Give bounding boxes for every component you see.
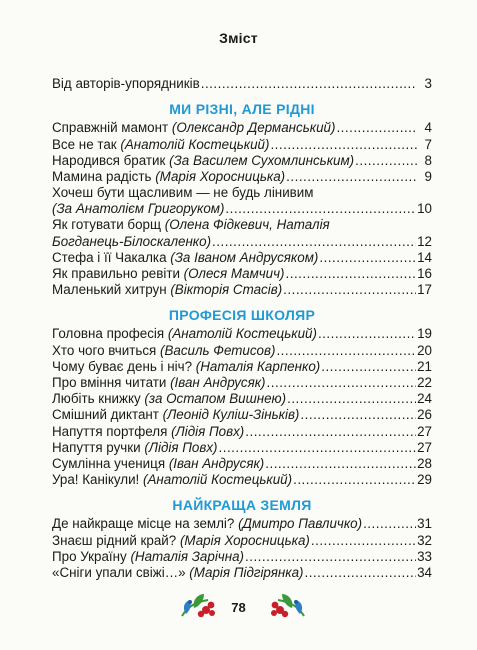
toc-entry — [52, 472, 432, 488]
entry-author: (За Іваном Андрусяком) — [170, 249, 319, 265]
entry-author: (Іван Андрусяк) — [170, 375, 266, 390]
section-heading: МИ РІЗНІ, АЛЕ РІДНІ — [169, 101, 315, 118]
entry-page: 34 — [417, 564, 432, 580]
dot-leader — [286, 266, 417, 282]
entry-page: 24 — [417, 391, 432, 407]
entry-author: (Лідія Повх) — [171, 423, 245, 439]
dot-leader — [265, 456, 416, 472]
toc-entry — [52, 120, 432, 136]
toc-entry — [52, 326, 432, 342]
dot-leader — [318, 326, 416, 342]
dot-leader — [225, 201, 416, 217]
entry-author: (Анатолій Костецький) — [143, 472, 293, 488]
toc-entry-line1: Хочеш бути щасливим — не будь лінивим — [52, 184, 314, 200]
entry-page: 19 — [417, 326, 432, 342]
toc-entry-intro — [52, 76, 432, 92]
toc-entry — [52, 440, 432, 456]
entry-title: Хто чого вчиться — [52, 342, 161, 358]
toc-entry — [52, 282, 432, 298]
toc-entry — [52, 532, 432, 548]
entry-title: Про вміння читати — [52, 375, 171, 390]
toc-entry — [52, 136, 432, 152]
entry-title: Смішний диктант — [52, 407, 163, 423]
entry-author: (Дмитро Павличко) — [238, 516, 363, 532]
entry-title: Про Україну — [52, 548, 131, 564]
entry-author: (Вікторія Стасів) — [170, 282, 283, 298]
entry-page: 27 — [417, 439, 432, 455]
toc-entry — [52, 516, 432, 532]
entry-author: (Леонід Куліш-Зіньків) — [162, 407, 300, 423]
entry-page: 26 — [417, 407, 432, 423]
page-title: Зміст — [219, 30, 258, 46]
entry-title: Мамина радість — [52, 168, 156, 184]
entry-page: 29 — [417, 472, 432, 488]
entry-author: (Марія Хоросницька) — [179, 532, 310, 548]
entry-author: (Наталія Карпенко) — [195, 358, 321, 374]
entry-title: Де найкраще місце на землі? — [52, 516, 239, 532]
entry-title: Чому буває день і ніч? — [52, 358, 196, 374]
entry-title: Знаєш рідний край? — [52, 532, 180, 548]
toc-entry — [52, 565, 432, 581]
dot-leader — [276, 343, 416, 359]
toc-entry — [52, 549, 432, 565]
entry-author: (Олена Фідкевич, Наталія — [164, 217, 330, 233]
entry-page: 28 — [417, 455, 432, 471]
entry-title: Сумлінна учениця — [52, 455, 169, 471]
toc-entry — [52, 342, 432, 358]
entry-author: (Василь Фетисов) — [160, 342, 276, 358]
entry-author: (Олеся Мамчич) — [183, 266, 285, 282]
dot-leader — [355, 153, 417, 169]
dot-leader — [300, 407, 416, 423]
entry-page: 4 — [424, 120, 432, 136]
entry-title: Хочеш бути щасливим — не будь ліниви — [52, 184, 305, 200]
dot-leader — [293, 472, 416, 488]
dot-leader — [267, 375, 417, 391]
entry-page: 21 — [417, 358, 432, 374]
entry-page: 8 — [424, 152, 432, 168]
dot-leader — [304, 565, 416, 581]
dot-leader — [201, 76, 417, 92]
dot-leader — [286, 169, 417, 185]
entry-title: Від авторів-упорядників — [52, 76, 200, 92]
entry-author: (Олександр Дерманський) — [171, 120, 336, 136]
section-heading: ПРОФЕСІЯ ШКОЛЯР — [168, 307, 316, 324]
entry-title: Стефа і її Чакалка — [52, 249, 171, 265]
entry-title: Напуття портфеля — [52, 423, 172, 439]
entry-author: (Марія Підгірянка) — [189, 564, 304, 580]
entry-title: Ура! Канікули! — [52, 472, 144, 488]
dot-leader — [212, 234, 416, 250]
toc-entry — [52, 359, 432, 375]
toc-entry — [52, 391, 432, 407]
entry-page: 9 — [424, 168, 432, 184]
entry-title: Любіть книжку — [52, 391, 145, 407]
entry-page: 33 — [417, 548, 432, 564]
dot-leader — [283, 282, 416, 298]
entry-author: (за Остапом Вишнею) — [144, 391, 287, 407]
page-number: 78 — [231, 600, 246, 615]
dot-leader — [270, 137, 417, 153]
toc-entry — [52, 456, 432, 472]
entry-title: Як готувати борщ — [52, 217, 165, 233]
toc-entry-line2 — [52, 234, 432, 250]
dot-leader — [336, 120, 417, 136]
dot-leader — [319, 250, 416, 266]
page-footer — [0, 588, 477, 628]
entry-page: 27 — [417, 423, 432, 439]
entry-title: Справжній мамонт — [52, 120, 172, 136]
toc-entry-line1 — [52, 217, 432, 233]
floral-ornament-right-icon — [268, 588, 308, 622]
entry-title: Як правильно ревіти — [52, 266, 184, 282]
toc-entry — [52, 169, 432, 185]
dot-leader — [245, 549, 416, 565]
entry-author: (Іван Андрусяк) — [168, 455, 265, 471]
entry-title: Головна професія — [52, 326, 168, 342]
toc-entry-line2 — [52, 201, 432, 217]
entry-author: (Анатолій Костецький) — [120, 136, 270, 152]
entry-title: Все не так — [52, 136, 121, 152]
entry-page: 17 — [417, 282, 432, 298]
toc-entry — [52, 250, 432, 266]
entry-page: 12 — [417, 233, 432, 249]
entry-title: «Сніги упали свіжі…» — [52, 564, 190, 580]
toc-entry — [52, 375, 432, 391]
entry-page: 20 — [417, 342, 432, 358]
entry-author: (Лідія Повх) — [144, 439, 218, 455]
entry-author: Богданець-Білоскаленко) — [52, 233, 212, 249]
entry-page: 10 — [417, 201, 432, 217]
toc-entry — [52, 407, 432, 423]
entry-page: 31 — [417, 516, 432, 532]
dot-leader — [363, 516, 416, 532]
dot-leader — [321, 359, 416, 375]
entry-page: 14 — [417, 249, 432, 265]
entry-page: 3 — [424, 76, 432, 92]
entry-page: 22 — [417, 375, 432, 390]
entry-author: (Наталія Зарічна) — [130, 548, 245, 564]
entry-page: 16 — [417, 266, 432, 282]
section-heading: НАЙКРАЩА ЗЕМЛЯ — [172, 497, 312, 514]
entry-page: 32 — [417, 532, 432, 548]
dot-leader — [245, 424, 416, 440]
dot-leader — [311, 533, 416, 549]
dot-leader — [287, 391, 416, 407]
entry-title: Народився братик — [52, 152, 170, 168]
entry-author: (За Василем Сухомлинським) — [169, 152, 355, 168]
entry-title: Маленький хитрун — [52, 282, 171, 298]
entry-author: (Анатолій Костецький) — [167, 326, 317, 342]
toc-entry — [52, 266, 432, 282]
dot-leader — [219, 440, 417, 456]
toc-entry — [52, 153, 432, 169]
table-of-contents — [52, 76, 432, 581]
entry-author: (Марія Хоросницька) — [155, 168, 286, 184]
toc-entry — [52, 423, 432, 439]
entry-title: Напуття ручки — [52, 439, 145, 455]
entry-author: (За Анатолієм Григоруком) — [52, 201, 225, 217]
entry-page: 7 — [424, 136, 432, 152]
